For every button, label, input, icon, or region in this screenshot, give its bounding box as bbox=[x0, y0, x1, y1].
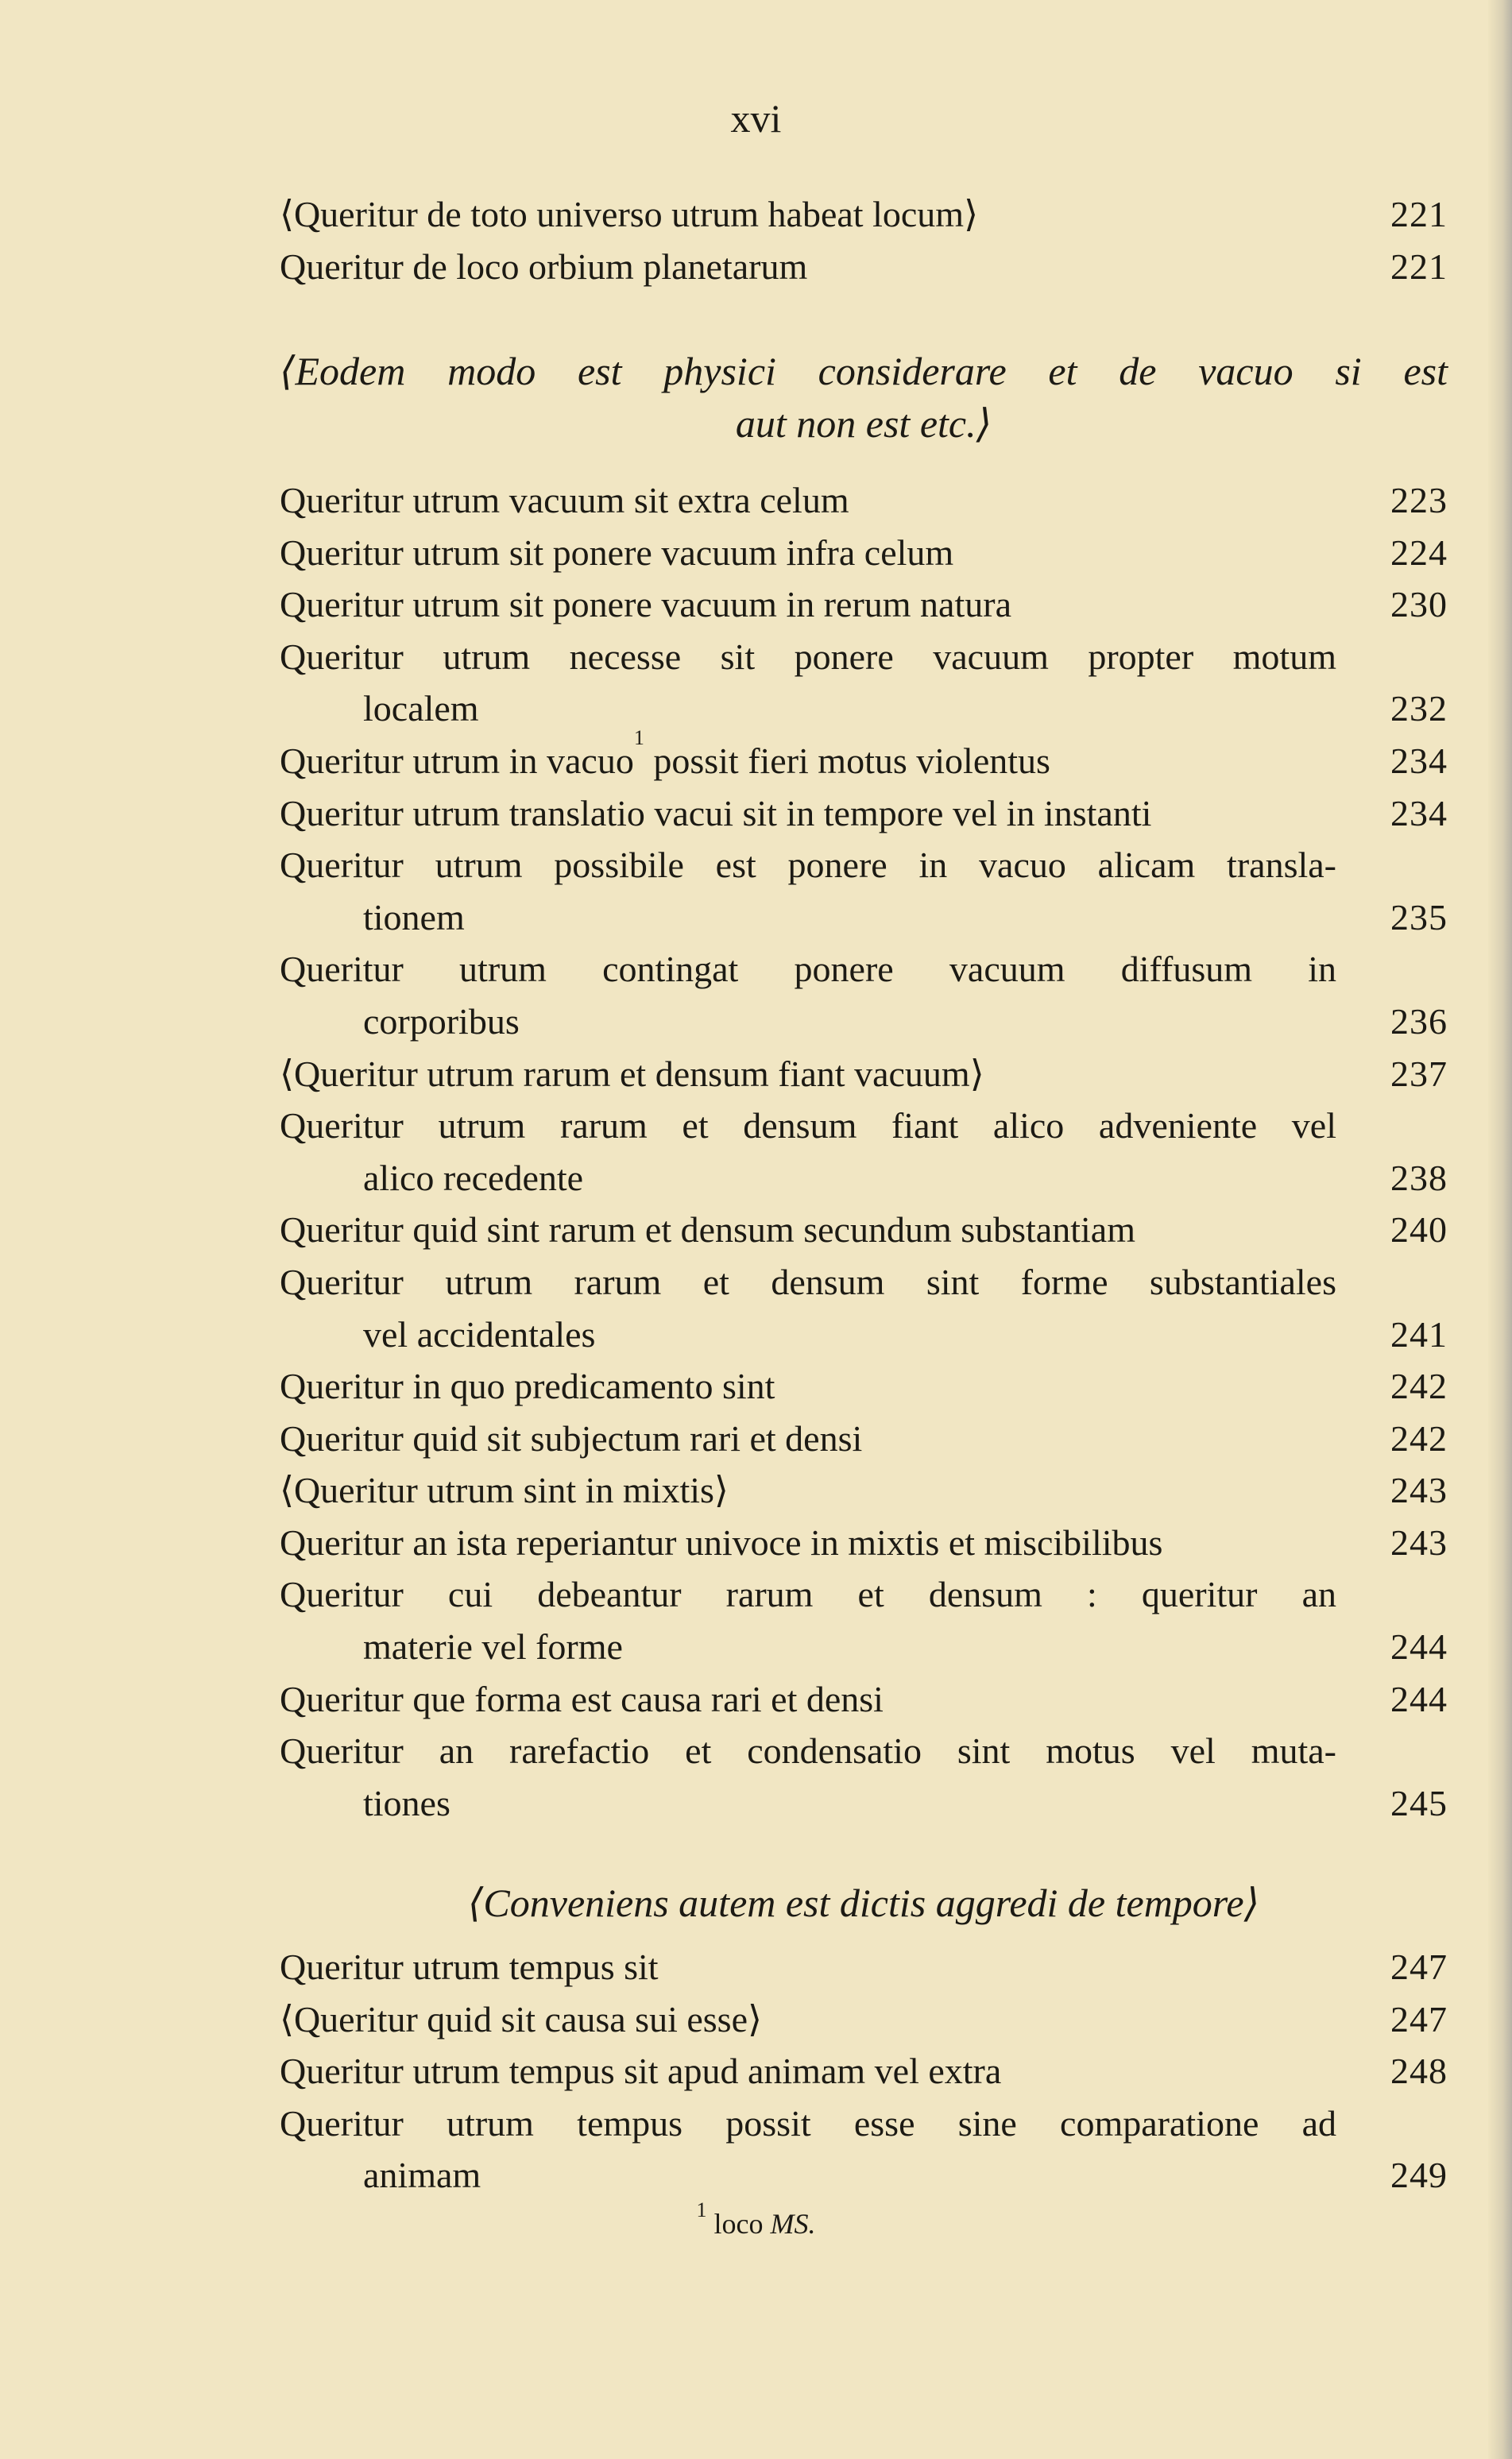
toc-entry-line bbox=[280, 839, 1448, 891]
toc-entry-text bbox=[280, 1517, 1162, 1569]
toc-entry-text bbox=[280, 631, 1336, 683]
section-heading-vacuum bbox=[280, 346, 1448, 450]
entry-title-text: Queritur quid sit subjectum rari et densi bbox=[280, 1417, 863, 1459]
entry-title-text: Queritur in quo predicamento sint bbox=[280, 1366, 775, 1407]
toc-entry-line bbox=[280, 241, 1448, 293]
toc-section-1 bbox=[280, 188, 1448, 292]
toc-entry-text bbox=[280, 1413, 862, 1465]
toc-page-number: 242 bbox=[1390, 1417, 1448, 1459]
toc-entry-line bbox=[280, 1568, 1448, 1621]
toc-entry-line bbox=[280, 1993, 1448, 2046]
entry-title-text: localem bbox=[363, 688, 479, 729]
entry-title-text: Queritur utrum possibile est ponere in vacuo alicam transla- bbox=[280, 845, 1336, 886]
toc-entry-line bbox=[280, 631, 1448, 683]
toc-entry-text bbox=[280, 1360, 775, 1413]
toc-page-number: 243 bbox=[1390, 1521, 1448, 1563]
toc-entry-text bbox=[280, 1568, 1336, 1621]
entry-title-text: Queritur utrum rarum et densum fiant alico adveniente vel bbox=[280, 1105, 1336, 1146]
toc-page-number: 240 bbox=[1390, 1209, 1448, 1251]
entry-title-text: Queritur utrum sit ponere vacuum in rerum natura bbox=[280, 584, 1011, 625]
toc-entry-line bbox=[280, 2097, 1448, 2150]
toc-entry-text bbox=[280, 241, 807, 293]
toc-entry-line bbox=[280, 1152, 1448, 1204]
entry-title-text: ⟨Queritur quid sit causa sui esse⟩ bbox=[280, 1998, 762, 2040]
entry-title-text: ⟨Queritur utrum rarum et densum fiant vacuum⟩ bbox=[280, 1053, 984, 1094]
toc-entry-line bbox=[280, 1517, 1448, 1569]
toc-page-number: 242 bbox=[1390, 1366, 1448, 1407]
toc-page-number: 243 bbox=[1390, 1470, 1448, 1511]
entry-title-text: tionem bbox=[363, 896, 465, 938]
toc-entry-text bbox=[280, 1673, 884, 1726]
entry-title-text: corporibus bbox=[363, 1000, 520, 1042]
toc-entry-line bbox=[280, 1777, 1448, 1830]
toc-entry-line bbox=[280, 1309, 1448, 1361]
entry-title-text: ⟨Queritur de toto universo utrum habeat locum⟩ bbox=[280, 194, 979, 234]
toc-page-number: 234 bbox=[1390, 740, 1448, 781]
toc-page-number: 248 bbox=[1390, 2051, 1448, 2092]
toc-entry-text bbox=[363, 682, 479, 735]
toc-entry-line bbox=[280, 787, 1448, 840]
toc-page-number: 224 bbox=[1390, 532, 1448, 573]
toc-page-number: 221 bbox=[1390, 246, 1448, 287]
toc-entry-text bbox=[280, 787, 1151, 840]
toc-entry-line bbox=[280, 1413, 1448, 1465]
toc-entry-line bbox=[280, 1204, 1448, 1256]
toc-entry-line bbox=[280, 996, 1448, 1048]
toc-entry-line bbox=[280, 1464, 1448, 1517]
toc-entry-line bbox=[280, 1100, 1448, 1152]
toc-entry-text bbox=[280, 1993, 762, 2046]
toc-page-number: 237 bbox=[1390, 1053, 1448, 1094]
footnote-marker: 1 bbox=[696, 2198, 707, 2221]
entry-title-text: Queritur utrum contingat ponere vacuum diffusum in bbox=[280, 949, 1336, 990]
entry-title-text: tiones bbox=[363, 1782, 451, 1823]
page-number: xvi bbox=[730, 96, 782, 141]
toc-entry-text bbox=[363, 1621, 623, 1673]
entry-title-text-cont: possit fieri motus violentus bbox=[644, 740, 1050, 781]
toc-entry-text bbox=[280, 943, 1336, 996]
toc-entry-text bbox=[280, 1256, 1336, 1309]
entry-title-text: Queritur utrum sit ponere vacuum infra celum bbox=[280, 532, 954, 573]
toc-page-number: 244 bbox=[1390, 1626, 1448, 1668]
toc-entry-line bbox=[280, 188, 1448, 241]
toc-entry-line bbox=[280, 682, 1448, 735]
toc-entry-line bbox=[280, 891, 1448, 944]
toc-page-number: 234 bbox=[1390, 792, 1448, 833]
toc-entry-line bbox=[280, 474, 1448, 527]
entry-title-text: Queritur utrum in vacuo bbox=[280, 740, 634, 781]
toc-entry-text bbox=[280, 725, 1050, 787]
toc-entry-line bbox=[280, 1621, 1448, 1673]
toc-entry-text bbox=[280, 188, 978, 241]
toc-entry-line bbox=[280, 1360, 1448, 1413]
toc-page-number: 249 bbox=[1390, 2155, 1448, 2196]
entry-title-text: vel accidentales bbox=[363, 1313, 596, 1355]
toc-entry-text bbox=[280, 1941, 659, 1993]
toc-entry-line bbox=[280, 1048, 1448, 1100]
toc-entry-line bbox=[280, 1673, 1448, 1726]
page-edge-shadow bbox=[1488, 0, 1512, 2459]
toc-page-number: 230 bbox=[1390, 584, 1448, 625]
toc-entry-line bbox=[280, 2149, 1448, 2202]
section-heading-tempore bbox=[280, 1877, 1448, 1930]
toc-entry-line bbox=[280, 1725, 1448, 1777]
toc-entry-text bbox=[363, 1152, 583, 1204]
entry-title-text: alico recedente bbox=[363, 1157, 584, 1198]
entry-title-text: Queritur utrum rarum et densum sint forme substantiales bbox=[280, 1261, 1336, 1302]
toc-page-number: 223 bbox=[1390, 480, 1448, 520]
toc-entry-text bbox=[280, 578, 1011, 631]
toc-entry-text bbox=[280, 527, 953, 579]
toc-entry-line bbox=[280, 527, 1448, 579]
toc-section-tempore bbox=[280, 1941, 1448, 2202]
toc-entry-text bbox=[280, 1725, 1336, 1777]
footnote-text: loco bbox=[713, 2208, 764, 2240]
toc-entry-line bbox=[280, 725, 1448, 787]
section-heading-line: ⟨Conveniens autem est dictis aggredi de tempore⟩ bbox=[467, 1881, 1260, 1925]
toc-entry-text bbox=[363, 996, 520, 1048]
toc-entry-line bbox=[280, 578, 1448, 631]
toc-page-number: 241 bbox=[1390, 1313, 1448, 1355]
toc-page-number: 232 bbox=[1390, 688, 1448, 729]
toc-entry-text bbox=[363, 2149, 481, 2202]
toc-entry-text bbox=[280, 474, 849, 527]
entry-title-text: Queritur utrum translatio vacui sit in tempore vel in instanti bbox=[280, 792, 1152, 833]
entry-title-text: Queritur utrum tempus sit apud animam vel extra bbox=[280, 2051, 1002, 2092]
entry-title-text: Queritur utrum tempus possit esse sine comparatione ad bbox=[280, 2102, 1336, 2144]
toc-entry-text bbox=[363, 1777, 451, 1830]
toc-entry-text bbox=[363, 1309, 595, 1361]
footnote-italic: MS. bbox=[770, 2208, 816, 2240]
toc-page-number: 247 bbox=[1390, 1998, 1448, 2040]
toc-entry-line bbox=[280, 2045, 1448, 2097]
entry-title-text: Queritur utrum vacuum sit extra celum bbox=[280, 480, 849, 520]
entry-title-text: Queritur an ista reperiantur univoce in mixtis et miscibilibus bbox=[280, 1521, 1163, 1563]
entry-title-text: Queritur utrum necesse sit ponere vacuum propter motum bbox=[280, 636, 1336, 677]
toc-entry-line bbox=[280, 943, 1448, 996]
toc-page-number: 236 bbox=[1390, 1000, 1448, 1042]
entry-title-text: Queritur que forma est causa rari et densi bbox=[280, 1678, 884, 1719]
entry-title-text: Queritur de loco orbium planetarum bbox=[280, 246, 808, 287]
toc-entry-text bbox=[280, 1100, 1336, 1152]
footnote bbox=[0, 2198, 1512, 2241]
toc-entry-text bbox=[280, 2045, 1001, 2097]
toc-entry-text bbox=[280, 2097, 1336, 2150]
section-heading-line: aut non est etc.⟩ bbox=[735, 400, 992, 446]
toc-page-number: 247 bbox=[1390, 1947, 1448, 1987]
toc-page-number: 238 bbox=[1390, 1157, 1448, 1198]
toc-section-vacuum bbox=[280, 474, 1448, 1829]
toc-entry-text bbox=[280, 1048, 984, 1100]
section-heading-line: ⟨Eodem modo est physici considerare et de vacuo si est bbox=[280, 349, 1448, 393]
entry-title-text: Queritur quid sint rarum et densum secundum substantiam bbox=[280, 1209, 1135, 1251]
toc-entry-line bbox=[280, 1256, 1448, 1309]
entry-title-text: animam bbox=[363, 2155, 481, 2196]
entry-title-text: Queritur an rarefactio et condensatio sint motus vel muta- bbox=[280, 1730, 1336, 1772]
toc-page-number: 221 bbox=[1390, 194, 1448, 234]
toc-page-number: 235 bbox=[1390, 896, 1448, 938]
toc-entry-text bbox=[363, 891, 465, 944]
entry-title-text: materie vel forme bbox=[363, 1626, 623, 1668]
toc-entry-line bbox=[280, 1941, 1448, 1993]
toc-page-number: 244 bbox=[1390, 1678, 1448, 1719]
toc-entry-text bbox=[280, 1464, 729, 1517]
entry-title-text: ⟨Queritur utrum sint in mixtis⟩ bbox=[280, 1470, 729, 1511]
entry-title-text: Queritur utrum tempus sit bbox=[280, 1947, 659, 1987]
toc-entry-text bbox=[280, 1204, 1135, 1256]
footnote-reference: 1 bbox=[633, 725, 644, 749]
toc-page-number: 245 bbox=[1390, 1782, 1448, 1823]
entry-title-text: Queritur cui debeantur rarum et densum : queritur an bbox=[280, 1574, 1336, 1615]
toc-entry-text bbox=[280, 839, 1336, 891]
